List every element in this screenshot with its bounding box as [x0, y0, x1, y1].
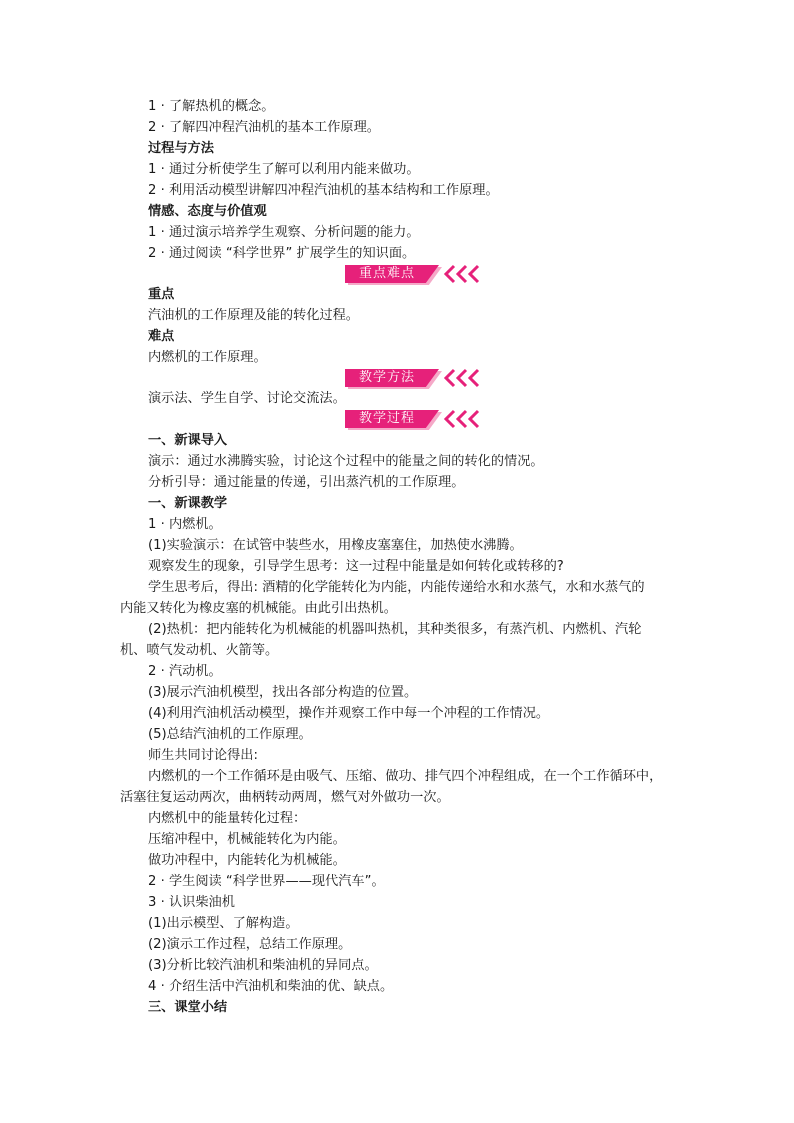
- text-line: 2 · 学生阅读 “科学世界——现代汽车”。: [148, 874, 385, 889]
- text-line: 机、喷气发动机、火箭等。: [120, 643, 279, 658]
- text-line: (1)出示模型、了解构造。: [148, 916, 299, 931]
- text-line: 1 · 通过演示培养学生观察、分析问题的能力。: [148, 225, 420, 240]
- text-line: (4)利用汽油机活动模型，操作并观察工作中每一个冲程的工作情况。: [148, 706, 550, 721]
- text-line: 2 · 汽动机。: [148, 664, 222, 679]
- section-heading: 重点: [148, 287, 175, 302]
- text-line: 内能又转化为橡皮塞的机械能。由此引出热机。: [120, 601, 397, 616]
- text-line: 2 · 利用活动模型讲解四冲程汽油机的基本结构和工作原理。: [148, 183, 499, 198]
- section-banner-teaching-process: [345, 409, 485, 429]
- text-line: (3)展示汽油机模型，找出各部分构造的位置。: [148, 685, 418, 700]
- section-heading: 一、新课教学: [148, 496, 228, 511]
- chevron-left-icon: [465, 368, 485, 388]
- text-line: 1 · 通过分析使学生了解可以利用内能来做功。: [148, 162, 420, 177]
- section-heading: 三、课堂小结: [148, 1000, 228, 1015]
- text-line: 活塞往复运动两次，曲柄转动两周，燃气对外做功一次。: [120, 790, 450, 805]
- text-line: 4 · 介绍生活中汽油机和柴油的优、缺点。: [148, 979, 394, 994]
- section-banner-key-points: [345, 264, 485, 284]
- text-line: (1)实验演示：在试管中装些水，用橡皮塞塞住，加热使水沸腾。: [148, 538, 523, 553]
- text-line: 汽油机的工作原理及能的转化过程。: [148, 308, 359, 323]
- text-line: 2 · 了解四冲程汽油机的基本工作原理。: [148, 120, 380, 135]
- text-line: 3 · 认识柴油机: [148, 895, 235, 910]
- banner-label: 重点难点: [358, 266, 415, 281]
- text-line: (3)分析比较汽油机和柴油机的异同点。: [148, 958, 378, 973]
- text-line: (2)热机：把内能转化为机械能的机器叫热机，其种类很多，有蒸汽机、内燃机、汽轮: [148, 622, 642, 637]
- text-line: 演示法、学生自学、讨论交流法。: [148, 391, 346, 406]
- text-line: 观察发生的现象，引导学生思考：这一过程中能量是如何转化或转移的?: [148, 559, 564, 574]
- text-line: 压缩冲程中，机械能转化为内能。: [148, 832, 346, 847]
- text-line: 内燃机的一个工作循环是由吸气、压缩、做功、排气四个冲程组成，在一个工作循环中，: [148, 769, 663, 784]
- text-line: 分析引导：通过能量的传递，引出蒸汽机的工作原理。: [148, 475, 465, 490]
- text-line: 内燃机的工作原理。: [148, 350, 267, 365]
- section-heading: 难点: [148, 329, 175, 344]
- text-line: (2)演示工作过程，总结工作原理。: [148, 937, 352, 952]
- text-line: 做功冲程中，内能转化为机械能。: [148, 853, 346, 868]
- section-banner-teaching-method: [345, 368, 485, 388]
- section-heading: 过程与方法: [148, 141, 214, 156]
- section-heading: 情感、态度与价值观: [148, 204, 267, 219]
- text-line: 师生共同讨论得出:: [148, 748, 258, 763]
- text-line: 1 · 了解热机的概念。: [148, 99, 275, 114]
- section-heading: 一、新课导入: [148, 433, 228, 448]
- banner-label: 教学过程: [358, 411, 415, 426]
- text-line: 演示：通过水沸腾实验，讨论这个过程中的能量之间的转化的情况。: [148, 454, 544, 469]
- chevron-left-icon: [465, 409, 485, 429]
- text-line: 学生思考后，得出: 酒精的化学能转化为内能，内能传递给水和水蒸气，水和水蒸气的: [148, 580, 645, 595]
- text-line: 内燃机中的能量转化过程：: [148, 811, 307, 826]
- text-line: 1 · 内燃机。: [148, 517, 222, 532]
- chevron-left-icon: [465, 264, 485, 284]
- text-line: (5)总结汽油机的工作原理。: [148, 727, 312, 742]
- text-line: 2 · 通过阅读 “科学世界” 扩展学生的知识面。: [148, 246, 416, 261]
- banner-label: 教学方法: [358, 370, 415, 385]
